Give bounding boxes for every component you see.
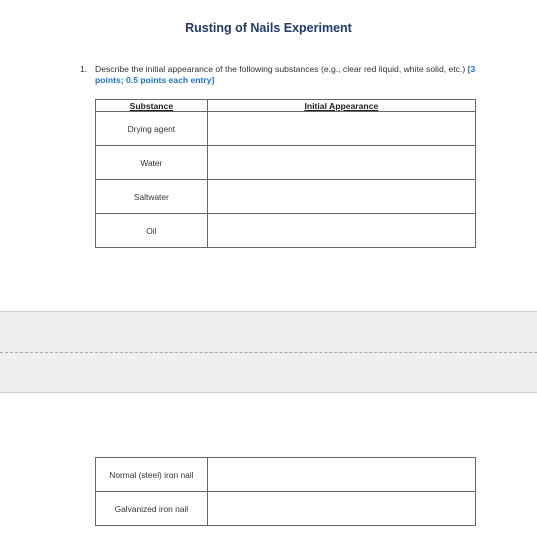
question-number: 1.: [80, 64, 88, 74]
question-1: [80, 64, 480, 85]
substance-cell: Water: [96, 146, 208, 180]
appearance-cell[interactable]: [207, 492, 475, 526]
appearance-table: [95, 99, 476, 248]
page-break-line: [0, 352, 537, 353]
substance-cell: Oil: [96, 214, 208, 248]
table-row: [96, 214, 476, 248]
substance-cell: Saltwater: [96, 180, 208, 214]
table-row: [96, 146, 476, 180]
appearance-cell[interactable]: [207, 458, 475, 492]
appearance-cell[interactable]: [207, 214, 475, 248]
substance-cell: Drying agent: [96, 112, 208, 146]
table-row: [96, 458, 476, 492]
nail-table: [95, 457, 476, 526]
appearance-cell[interactable]: [207, 180, 475, 214]
question-points: [3 points; 0.5 points each entry]: [95, 64, 476, 85]
question-text: [95, 64, 480, 85]
table-row: [96, 112, 476, 146]
substance-cell: Galvanized iron nail: [96, 492, 208, 526]
page-break-gap: [0, 311, 537, 393]
appearance-cell[interactable]: [207, 146, 475, 180]
table-header-row: [96, 100, 476, 112]
substance-cell: Normal (steel) iron nail: [96, 458, 208, 492]
table-row: [96, 180, 476, 214]
header-initial-appearance: Initial Appearance: [207, 100, 475, 112]
question-prompt: Describe the initial appearance of the following substances (e.g., clear red liquid, white solid, etc.): [95, 64, 466, 74]
appearance-cell[interactable]: [207, 112, 475, 146]
table-row: [96, 492, 476, 526]
header-substance: Substance: [96, 100, 208, 112]
document-title: Rusting of Nails Experiment: [185, 21, 352, 35]
